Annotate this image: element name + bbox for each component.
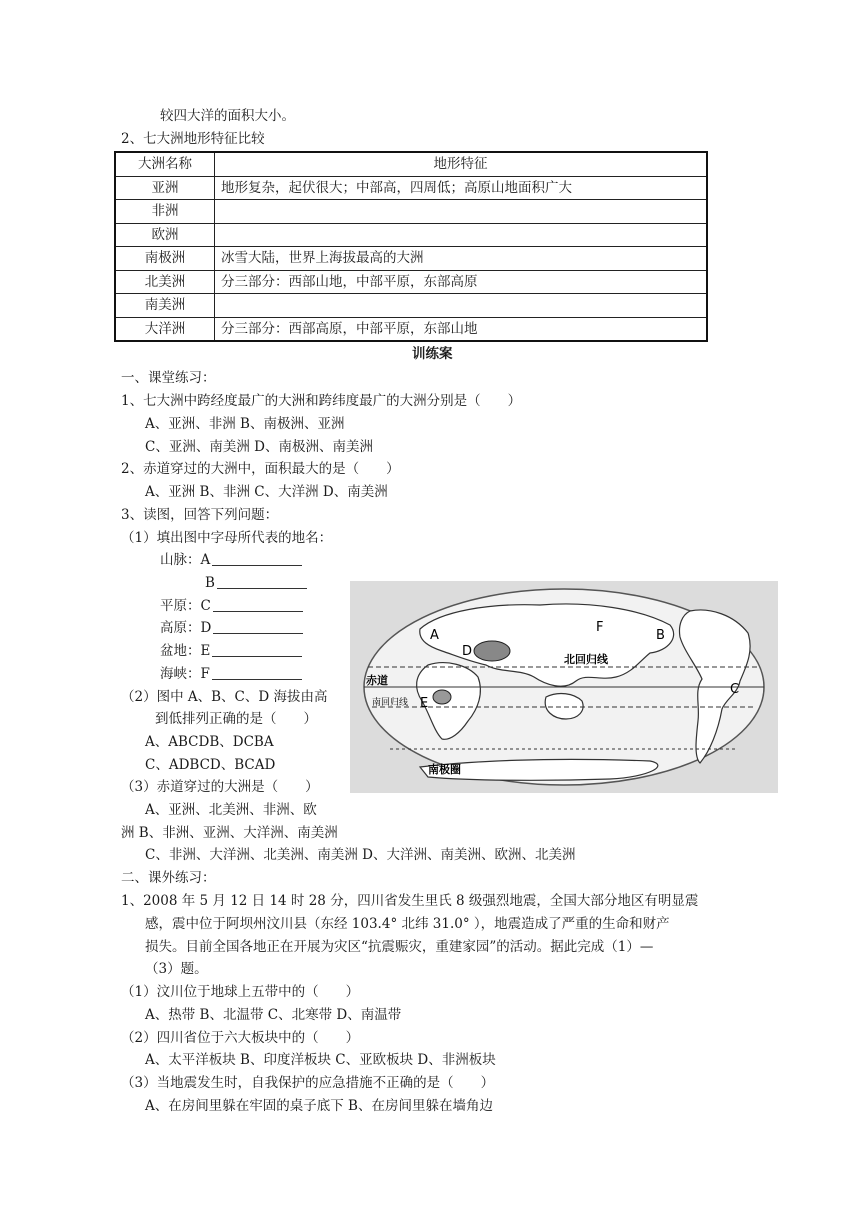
- blank-mountain-a: [160, 550, 302, 570]
- extra-p1-line4: （3）题。: [145, 961, 208, 977]
- extra-sub-1-options: A、热带 B、北温带 C、北寒带 D、南温带: [145, 1007, 402, 1023]
- table-cell-name: 北美洲: [115, 270, 215, 294]
- extra-sub-2-options: A、太平洋板块 B、印度洋板块 C、亚欧板块 D、非洲板块: [145, 1052, 496, 1068]
- question-3-3-option2: 洲 B、非洲、亚洲、大洋洲、南美洲: [121, 825, 338, 841]
- question-3-2a: （2）图中 A、B、C、D 海拔由高: [121, 689, 328, 705]
- answer-blank[interactable]: [212, 642, 302, 657]
- blank-label: 高原：D: [160, 620, 212, 636]
- region-plateau-hatch: [474, 641, 510, 661]
- table-cell-feature: [215, 294, 708, 318]
- question-3-2b: 到低排列正确的是（ ）: [155, 711, 317, 727]
- table-row: [115, 317, 707, 341]
- table-header-cell: 地形特征: [215, 152, 708, 176]
- table-row: [115, 247, 707, 271]
- table-header-row: [115, 152, 707, 176]
- map-label-tropic-south: 南回归线: [372, 698, 409, 708]
- table-row: [115, 294, 707, 318]
- table-cell-feature: [215, 223, 708, 247]
- table-cell-feature: [215, 200, 708, 224]
- blank-plateau-d: [160, 618, 303, 638]
- blank-strait-f: [160, 664, 302, 684]
- answer-blank[interactable]: [212, 665, 302, 680]
- section2-title: 2、七大洲地形特征比较: [121, 131, 265, 147]
- question-1-options-b: C、亚洲、南美洲 D、南极洲、南美洲: [145, 439, 373, 455]
- question-1-options-a: A、亚洲、非洲 B、南极洲、亚洲: [145, 416, 345, 432]
- table-cell-name: 南极洲: [115, 247, 215, 271]
- question-3: 3、读图，回答下列问题：: [121, 507, 279, 523]
- table-cell-name: 非洲: [115, 200, 215, 224]
- blank-label: 山脉：A: [160, 552, 211, 568]
- map-label-d: D: [462, 644, 473, 659]
- map-label-c: C: [730, 682, 740, 697]
- world-map-figure: [350, 581, 778, 793]
- extra-practice-heading: 二、课外练习：: [121, 870, 216, 886]
- map-label-a: A: [430, 628, 439, 643]
- answer-blank[interactable]: [217, 574, 307, 589]
- question-3-2-option2: C、ADBCD、BCAD: [145, 757, 276, 773]
- question-3-3-option3: C、非洲、大洋洲、北美洲、南美洲 D、大洋洲、南美洲、欧洲、北美洲: [145, 847, 576, 863]
- table-cell-name: 亚洲: [115, 176, 215, 200]
- question-3-3-option1: A、亚洲、北美洲、非洲、欧: [145, 802, 317, 818]
- extra-sub-3-options: A、在房间里躲在牢固的桌子底下 B、在房间里躲在墙角边: [145, 1098, 493, 1114]
- table-cell-feature: 分三部分：西部高原，中部平原，东部山地: [215, 317, 708, 341]
- table-cell-name: 大洋洲: [115, 317, 215, 341]
- table-cell-feature: 地形复杂，起伏很大；中部高，四周低；高原山地面积广大: [215, 176, 708, 200]
- training-title: 训练案: [412, 346, 453, 362]
- table-row: [115, 223, 707, 247]
- map-label-antarctic: 南极圈: [428, 763, 461, 776]
- blank-mountain-b: [205, 573, 307, 593]
- question-3-1: （1）填出图中字母所代表的地名：: [121, 530, 333, 546]
- table-row: [115, 176, 707, 200]
- table-row: [115, 270, 707, 294]
- blank-label: B: [205, 575, 215, 591]
- question-3-3: （3）赤道穿过的大洲是（ ）: [121, 779, 319, 795]
- answer-blank[interactable]: [213, 619, 303, 634]
- table-row: [115, 200, 707, 224]
- map-label-b: B: [656, 628, 665, 643]
- table-cell-name: 欧洲: [115, 223, 215, 247]
- extra-sub-1: （1）汶川位于地球上五带中的（ ）: [121, 984, 360, 1000]
- answer-blank[interactable]: [213, 597, 303, 612]
- blank-label: 盆地：E: [160, 643, 211, 659]
- map-label-f: F: [596, 620, 604, 635]
- blank-basin-e: [160, 641, 302, 661]
- region-basin-hatch: [433, 690, 451, 704]
- intro-line: 较四大洋的面积大小。: [160, 108, 295, 124]
- extra-p1-line2: 感，震中位于阿坝州汶川县（东经 103.4° 北纬 31.0° ），地震造成了严重的生命和财产: [145, 916, 670, 932]
- extra-sub-2: （2）四川省位于六大板块中的（ ）: [121, 1030, 360, 1046]
- class-practice-heading: 一、课堂练习：: [121, 370, 216, 386]
- answer-blank[interactable]: [212, 551, 302, 566]
- map-label-tropic: 北回归线: [564, 653, 608, 666]
- table-header-cell: 大洲名称: [115, 152, 215, 176]
- extra-p1-line3: 损失。目前全国各地正在开展为灾区“抗震赈灾，重建家园”的活动。据此完成（1）—: [145, 939, 654, 955]
- map-label-e: E: [420, 696, 429, 711]
- continent-terrain-table: [114, 151, 708, 342]
- blank-label: 海峡：F: [160, 666, 210, 682]
- extra-sub-3: （3）当地震发生时，自我保护的应急措施不正确的是（ ）: [121, 1075, 495, 1091]
- table-cell-feature: 冰雪大陆，世界上海拔最高的大洲: [215, 247, 708, 271]
- question-2: 2、赤道穿过的大洲中，面积最大的是（ ）: [121, 461, 400, 477]
- map-label-equator: 赤道: [366, 674, 388, 687]
- blank-plain-c: [160, 596, 303, 616]
- table-cell-name: 南美洲: [115, 294, 215, 318]
- blank-label: 平原：C: [160, 598, 211, 614]
- table-cell-feature: 分三部分：西部山地，中部平原，东部高原: [215, 270, 708, 294]
- question-2-options: A、亚洲 B、非洲 C、大洋洲 D、南美洲: [145, 484, 388, 500]
- question-1: 1、七大洲中跨经度最广的大洲和跨纬度最广的大洲分别是（ ）: [121, 393, 522, 409]
- extra-p1-line1: 1、2008 年 5 月 12 日 14 时 28 分，四川省发生里氏 8 级强烈地震，全国大部分地区有明显震: [121, 893, 699, 909]
- question-3-2-option1: A、ABCDB、DCBA: [145, 734, 274, 750]
